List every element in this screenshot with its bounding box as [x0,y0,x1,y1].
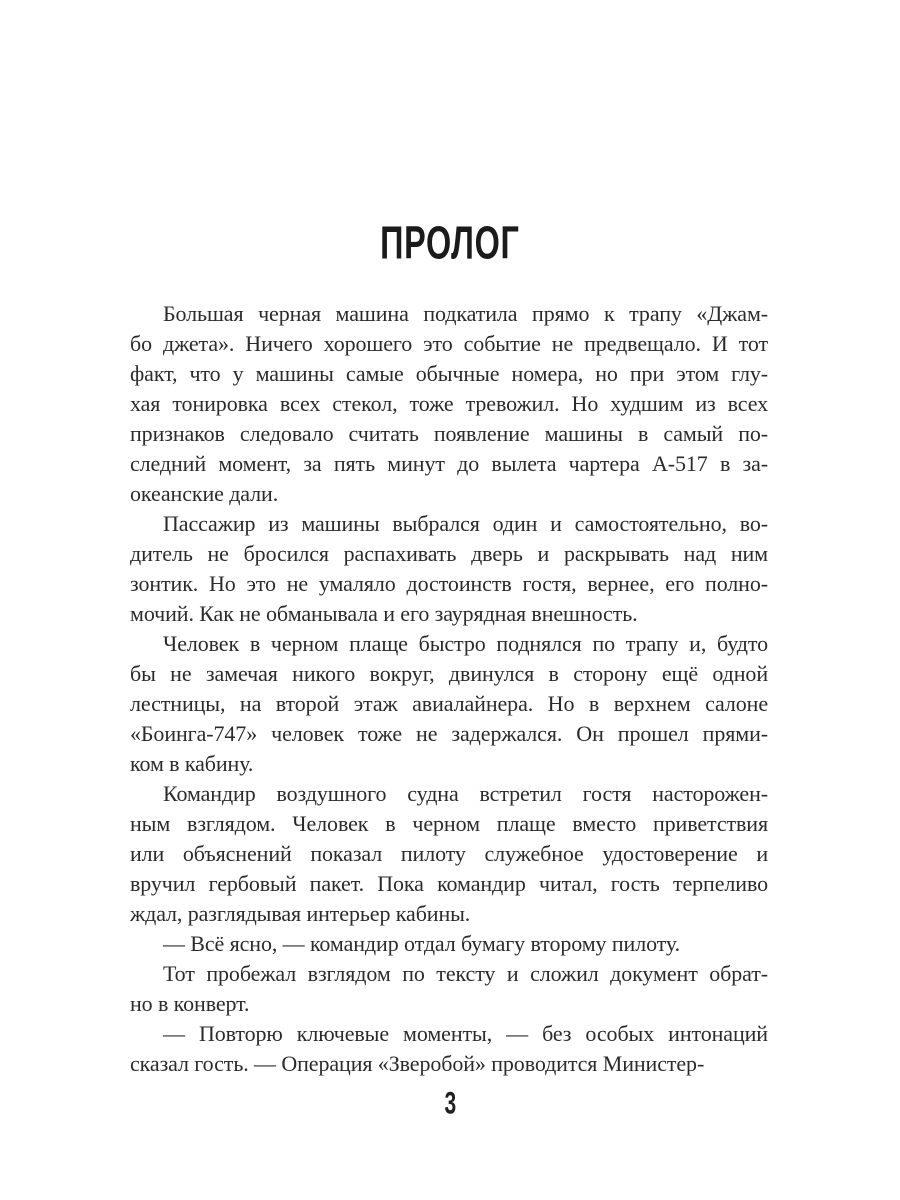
text-line: мочий. Как не обманывала и его заурядная внешность. [130,601,638,626]
text-line: Пассажир из машины выбрался один и самостоятельно, во- [163,511,768,536]
chapter-title-text: ПРОЛОГ [380,215,520,270]
text-line: дитель не бросился распахивать дверь и раскрывать над ним [130,541,768,566]
text-line: — Повторю ключевые моменты, — без особых интонаций [163,1021,768,1046]
text-line: вручил гербовый пакет. Пока командир читал, гость терпеливо [130,871,768,896]
page-number-text: 3 [444,1086,456,1121]
body-text [130,299,768,1079]
paragraph [130,629,768,779]
text-line: хая тонировка всех стекол, тоже тревожил. Но худшим из всех [130,391,768,416]
text-line: факт, что у машины самые обычные номера, но при этом глу- [130,361,768,386]
text-line: Тот пробежал взглядом по тексту и сложил документ обрат- [163,961,768,986]
text-line: — Всё ясно, — командир отдал бумагу второму пилоту. [163,931,681,956]
page-number [0,1086,900,1121]
paragraph [130,1019,768,1079]
text-line: ком в кабину. [130,751,254,776]
paragraph [130,929,768,959]
text-line: или объяснений показал пилоту служебное удостоверение и [130,841,768,866]
paragraph [130,779,768,929]
text-line: лестницы, на второй этаж авиалайнера. Но в верхнем салоне [130,691,768,716]
text-line: но в конверт. [130,991,250,1016]
text-line: зонтик. Но это не умаляло достоинств гостя, вернее, его полно- [130,571,768,596]
text-line: сказал гость. — Операция «Зверобой» проводится Министер- [130,1051,705,1076]
text-line: признаков следовало считать появление машины в самый по- [130,421,768,446]
text-line: следний момент, за пять минут до вылета чартера А-517 в за- [130,451,768,476]
text-line: ным взглядом. Человек в черном плаще вместо приветствия [130,811,768,836]
chapter-title [0,215,900,270]
text-line: бо джета». Ничего хорошего это событие не предвещало. И тот [130,331,768,356]
text-line: Большая черная машина подкатила прямо к трапу «Джам- [163,301,768,326]
text-line: бы не замечая никого вокруг, двинулся в сторону ещё одной [130,661,768,686]
text-line: «Боинга-747» человек тоже не задержался. Он прошел прями- [130,721,768,746]
paragraph [130,299,768,509]
text-line: Командир воздушного судна встретил гостя насторожен- [163,781,768,806]
text-line: океанские дали. [130,481,279,506]
text-line: Человек в черном плаще быстро поднялся по трапу и, будто [163,631,768,656]
paragraph [130,509,768,629]
paragraph [130,959,768,1019]
text-line: ждал, разглядывая интерьер кабины. [130,901,471,926]
